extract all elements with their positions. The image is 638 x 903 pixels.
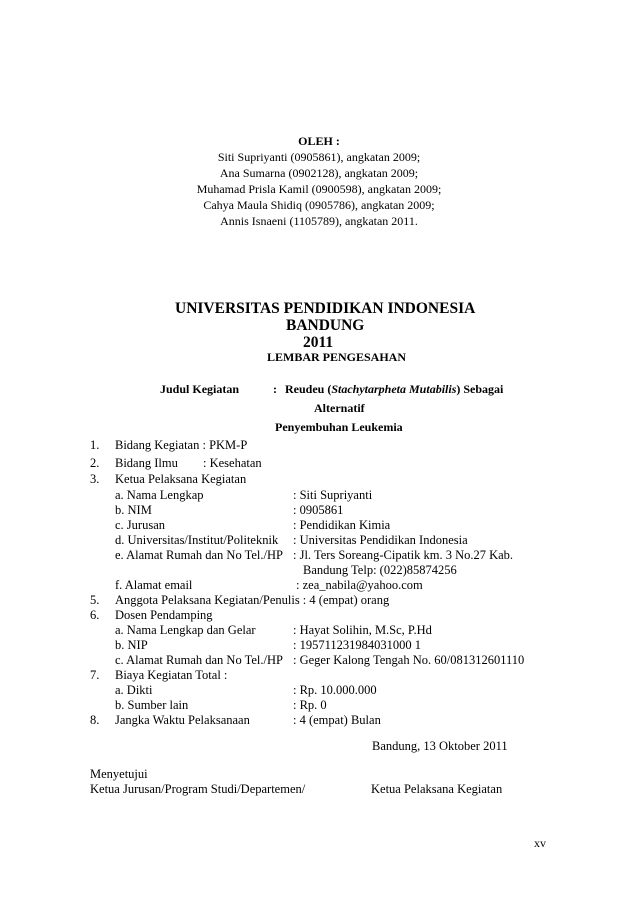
place-date: Bandung, 13 Oktober 2011	[372, 739, 508, 753]
ketua-email-value: : zea_nabila@yahoo.com	[296, 578, 423, 592]
judul-italic: Stachytarpheta Mutabilis	[331, 382, 457, 396]
member-4: Cahya Maula Shidiq (0905786), angkatan 2009;	[203, 198, 435, 212]
jangka-waktu-label: Jangka Waktu Pelaksanaan	[115, 713, 250, 727]
right-signatory-title: Ketua Pelaksana Kegiatan	[371, 782, 503, 796]
item-number: 7.	[90, 668, 100, 682]
left-signatory-title: Ketua Jurusan/Program Studi/Departemen/	[90, 782, 306, 796]
dosen-nip-value: : 195711231984031000 1	[293, 638, 422, 652]
dosen-alamat-value: : Geger Kalong Tengah No. 60/081312601110	[293, 653, 525, 667]
item-bidang-ilmu-label: Bidang Ilmu	[115, 456, 178, 470]
university-year: 2011	[303, 334, 334, 351]
jangka-waktu-value: : 4 (empat) Bulan	[293, 713, 381, 727]
dosen-nama-label: a. Nama Lengkap dan Gelar	[115, 623, 256, 637]
ketua-universitas-label: d. Universitas/Institut/Politeknik	[115, 533, 279, 547]
item-number: 6.	[90, 608, 100, 622]
approval-title: LEMBAR PENGESAHAN	[267, 350, 407, 364]
judul-label: Judul Kegiatan	[160, 382, 240, 396]
dosen-nama-value: : Hayat Solihin, M.Sc, P.Hd	[293, 623, 432, 637]
menyetujui-label: Menyetujui	[90, 767, 148, 781]
ketua-nama-value: : Siti Supriyanti	[293, 488, 373, 502]
ketua-nim-value: : 0905861	[293, 503, 344, 517]
biaya-sumber-value: : Rp. 0	[293, 698, 327, 712]
judul-value-line2: Alternatif	[314, 401, 365, 415]
member-2: Ana Sumarna (0902128), angkatan 2009;	[219, 166, 419, 180]
ketua-nim-label: b. NIM	[115, 503, 152, 517]
biaya-dikti-label: a. Dikti	[115, 683, 153, 697]
item-bidang-ilmu-value: : Kesehatan	[203, 456, 262, 470]
judul-colon: :	[273, 382, 277, 396]
item-number: 1.	[90, 438, 100, 452]
item-number: 2.	[90, 456, 100, 470]
ketua-jurusan-label: c. Jurusan	[115, 518, 165, 532]
item-ketua-heading: Ketua Pelaksana Kegiatan	[115, 472, 247, 486]
biaya-dikti-value: : Rp. 10.000.000	[293, 683, 377, 697]
member-3: Muhamad Prisla Kamil (0900598), angkatan 2009;	[196, 182, 442, 196]
dosen-alamat-label: c. Alamat Rumah dan No Tel./HP	[115, 653, 283, 667]
ketua-jurusan-value: : Pendidikan Kimia	[293, 518, 391, 532]
dosen-nip-label: b. NIP	[115, 638, 148, 652]
item-number: 5.	[90, 593, 100, 607]
oleh-title: OLEH :	[298, 134, 340, 148]
item-biaya-heading: Biaya Kegiatan Total :	[115, 668, 228, 682]
member-1: Siti Supriyanti (0905861), angkatan 2009;	[217, 150, 421, 164]
page-number: xv	[534, 836, 546, 850]
ketua-email-label: f. Alamat email	[115, 578, 193, 592]
item-number: 8.	[90, 713, 100, 727]
university-city: BANDUNG	[286, 317, 365, 334]
judul-value-line1	[285, 382, 503, 397]
judul-value-line3: Penyembuhan Leukemia	[275, 420, 403, 434]
university-name: UNIVERSITAS PENDIDIKAN INDONESIA	[175, 300, 476, 317]
ketua-universitas-value: : Universitas Pendidikan Indonesia	[293, 533, 468, 547]
judul-part2: ) Sebagai	[456, 382, 504, 396]
item-anggota: Anggota Pelaksana Kegiatan/Penulis : 4 (empat) orang	[115, 593, 390, 607]
ketua-alamat-label: e. Alamat Rumah dan No Tel./HP	[115, 548, 283, 562]
ketua-alamat-value-line2: Bandung Telp: (022)85874256	[303, 563, 457, 577]
ketua-alamat-value: : Jl. Ters Soreang-Cipatik km. 3 No.27 Kab.	[293, 548, 514, 562]
item-bidang-kegiatan: Bidang Kegiatan : PKM-P	[115, 438, 248, 452]
ketua-nama-label: a. Nama Lengkap	[115, 488, 204, 502]
item-number: 3.	[90, 472, 100, 486]
member-5: Annis Isnaeni (1105789), angkatan 2011.	[220, 214, 418, 228]
judul-part1: Reudeu (	[285, 382, 332, 396]
biaya-sumber-label: b. Sumber lain	[115, 698, 189, 712]
item-dosen-heading: Dosen Pendamping	[115, 608, 213, 622]
